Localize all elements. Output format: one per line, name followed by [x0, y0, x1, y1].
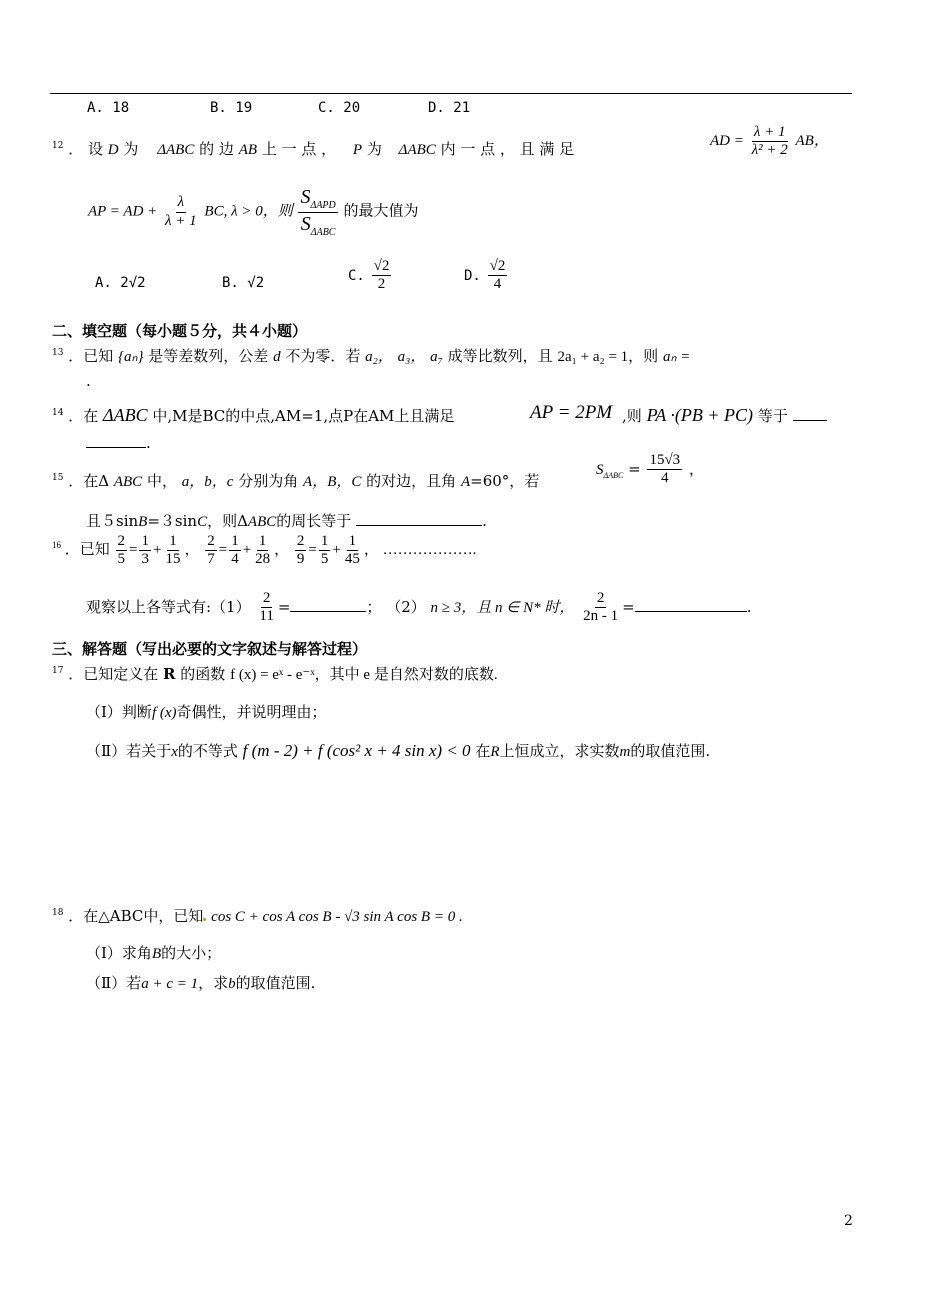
q12-option-d: D. $\frac{√2}{4}$: [464, 258, 506, 293]
fraction: $\frac{\lambda + 1}{\text{λ² + 2}}$: [751, 124, 788, 159]
q14-expr: ,则 PA ·(PB + PC) 等于: [622, 405, 827, 426]
q12-option-c: C. $\frac{√2}{2}$: [348, 258, 390, 293]
q14-condition: AP = 2PM: [530, 402, 613, 423]
q12-option-a: A. 2√2: [95, 275, 146, 291]
q12-ad-formula: AD = $\frac{\lambda + 1}{\text{λ² + 2}}$ AB，: [710, 124, 829, 159]
q17-line1: $^{17}$ ．已知定义在 R 的函数 f (x) = eˣ - e⁻ˣ，其中 e 是自然对数的底数.: [52, 665, 498, 683]
answer-blank: [290, 596, 366, 612]
question-number: 12: [52, 141, 64, 151]
answer-blank: [86, 432, 146, 448]
q15-line1: $^{15}$ ．在Δ ABC 中， a，b，c 分别为角 A，B，C 的对边，且角 A=60°，若: [52, 472, 540, 490]
stray-dot: [203, 918, 206, 921]
answer-blank: [356, 510, 482, 526]
area-ratio-fraction: $\frac{S_{\Delta APD}}{S_{\Delta ABC}}$: [300, 186, 336, 238]
section-3-title: 三、解答题（写出必要的文字叙述与解答过程）: [52, 640, 368, 658]
q11-option-a: A. 18: [87, 100, 130, 116]
fraction: $\frac{\lambda}{\lambda + 1}$: [165, 194, 197, 229]
q13-end: .: [86, 372, 91, 390]
q18-line1: $^{18}$ ．在△ABC中，已知 cos C + cos A cos B - √3 sin A cos B = 0 .: [52, 907, 463, 925]
q16-line1: $^{16}$ ．已知 $\frac{2}{5}$ = $\frac{1}{3}$ + $\frac{1}{15}$ ， $\frac{2}{7}$ = $\frac{1}{4}$ + $\frac{1}{28}$ ， $\frac{2}{9}$ = $\frac{1}{5}$ + $\frac{1}{45}$ ， ……………….: [52, 533, 477, 568]
q11-option-d: D. 21: [428, 100, 471, 116]
q14-line: $^{14}$ ．在 ΔABC 中,M是BC的中点,AM=1,点P在AM上且满足: [52, 405, 455, 425]
q16-line2: 观察以上各等式有:（1） $\frac{2}{11}$ = ； （2） n ≥ 3，且 n ∈ N* 时， $\frac{2}{2n - 1}$ = .: [86, 590, 752, 625]
header-rule: [50, 93, 852, 94]
q11-option-b: B. 19: [210, 100, 253, 116]
section-2-title: 二、填空题（每小题５分，共４小题）: [52, 322, 308, 340]
answer-blank: [793, 405, 827, 421]
page-number: 2: [844, 1213, 853, 1229]
q15-line2: 且５sinB=３sinC，则ΔABC的周长等于 .: [86, 512, 487, 530]
q12-line1: $^{12}$ ． 设 D 为 ΔABC 的 边 AB 上 一 点 ， P 为 ΔABC 内 一 点 ， 且 满 足: [52, 140, 575, 158]
q11-option-c: C. 20: [318, 100, 361, 116]
q12-ap-formula: AP = AD + $\frac{\lambda}{\lambda + 1}$ BC, λ > 0，则 $\frac{S_{\Delta APD}}{S_{\Delta ABC}}$ 的最大值为: [88, 186, 419, 238]
q13-line: $^{13}$ ．已知 {aₙ} 是等差数列，公差 d 不为零．若 a₂， a₃， a₇ 成等比数列，且 2a₁ + a₂ = 1，则 aₙ =: [52, 347, 691, 365]
q14-continuation: .: [86, 432, 151, 452]
answer-blank: [635, 596, 747, 612]
q17-part2: （Ⅱ）若关于x的不等式 f (m - 2) + f (cos² x + 4 sin x) < 0 在R上恒成立，求实数m的取值范围.: [86, 741, 711, 760]
q17-part1: （Ⅰ）判断f (x)奇偶性，并说明理由；: [86, 703, 327, 721]
q15-area: $S_{\Delta ABC}$ = $\frac{15√3}{4}$ ，: [596, 452, 704, 487]
q18-part2: （Ⅱ）若a + c = 1，求b的取值范围.: [86, 974, 316, 992]
q18-part1: （Ⅰ）求角B的大小；: [86, 944, 222, 962]
q12-option-b: B. √2: [222, 275, 265, 291]
